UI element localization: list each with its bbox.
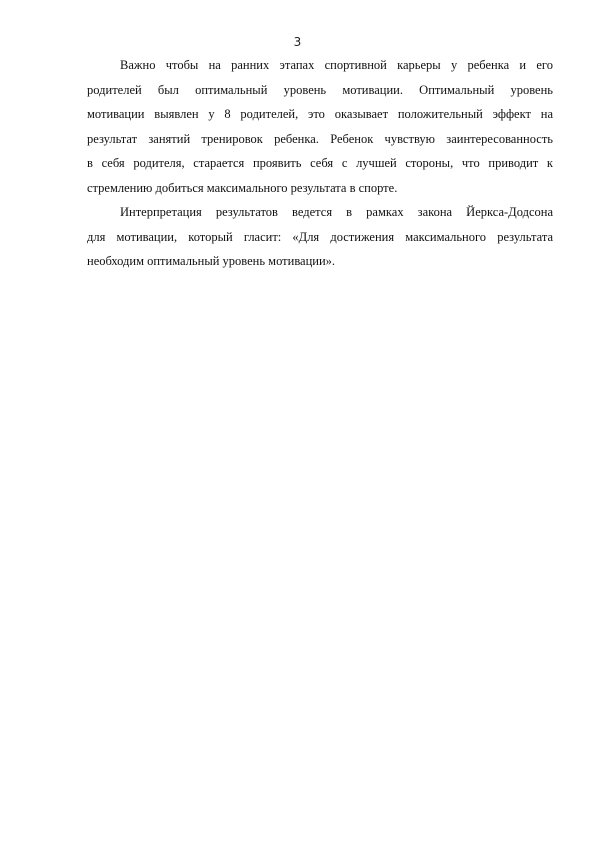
document-body	[87, 53, 553, 274]
text-line: Важно чтобы на ранних этапах спортивной карьеры у ребенка и его	[120, 58, 553, 72]
text-line: результат занятий тренировок ребенка. Ребенок чувствую заинтересованность	[87, 131, 553, 146]
paragraph-1	[87, 53, 553, 200]
text-line: родителей был оптимальный уровень мотивации. Оптимальный уровень	[87, 82, 553, 97]
text-line: стремлению добиться максимального результата в спорте.	[87, 180, 398, 195]
text-line: необходим оптимальный уровень мотивации».	[87, 254, 336, 268]
page-number: 3	[293, 35, 302, 49]
text-line: для мотивации, который гласит: «Для достижения максимального результата	[87, 229, 553, 244]
text-line: в себя родителя, старается проявить себя с лучшей стороны, что приводит к	[87, 156, 553, 170]
paragraph-2	[87, 200, 553, 274]
text-line: Интерпретация результатов ведется в рамках закона Йеркса-Додсона	[120, 205, 553, 219]
text-line: мотивации выявлен у 8 родителей, это оказывает положительный эффект на	[87, 107, 553, 121]
